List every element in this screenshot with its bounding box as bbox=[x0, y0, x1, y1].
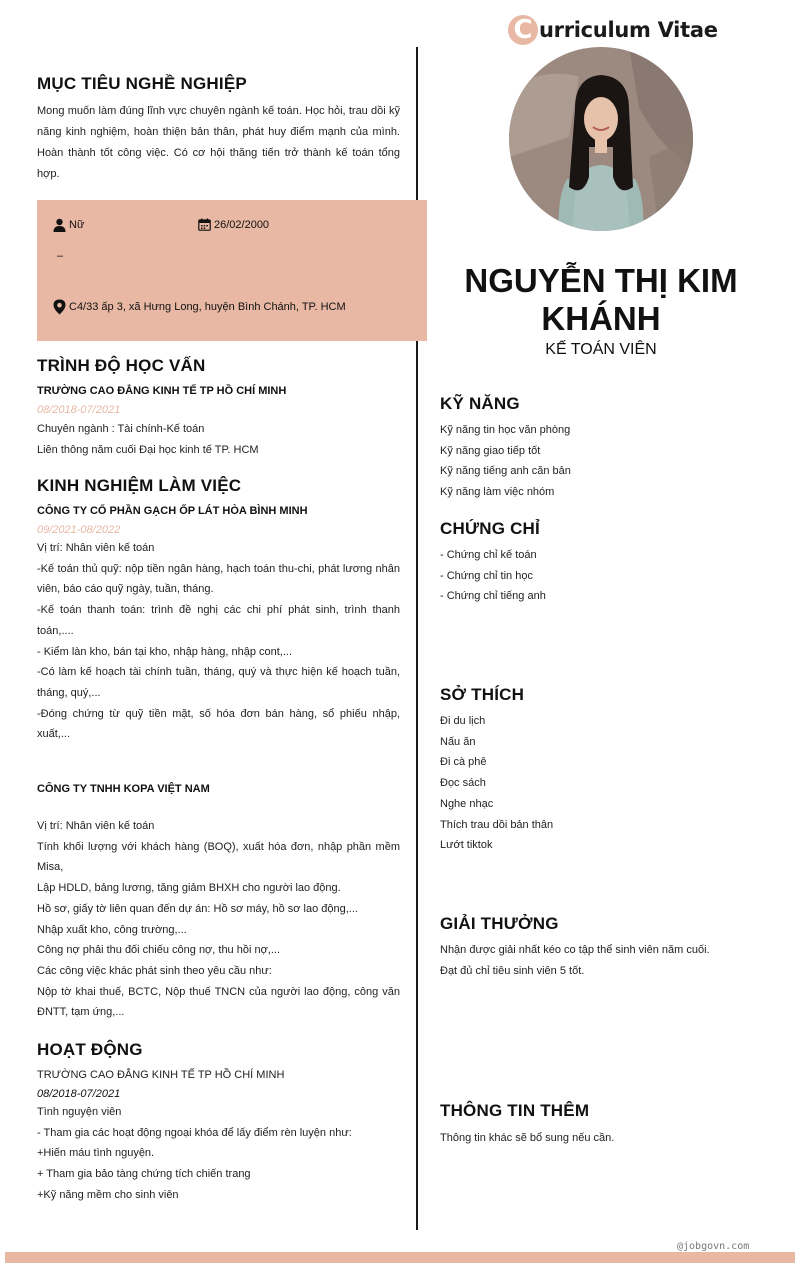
personal-info-box bbox=[37, 200, 427, 341]
logo-letter: C bbox=[508, 15, 538, 45]
phone-item bbox=[57, 250, 63, 262]
education-period: 08/2018-07/2021 bbox=[37, 404, 121, 416]
job-company: CÔNG TY TNHH KOPA VIỆT NAM bbox=[37, 783, 210, 795]
job-duty: Các công việc khác phát sinh theo yêu cầu như: bbox=[37, 964, 272, 977]
awards-heading: GIẢI THƯỞNG bbox=[440, 914, 559, 933]
job-duty: Vị trí: Nhân viên kế toán bbox=[37, 820, 155, 832]
activity-item: +Hiến máu tình nguyện. bbox=[37, 1147, 155, 1160]
objective-text: Mong muốn làm đúng lĩnh vực chuyên ngành kế toán. Học hỏi, trau dồi kỹ năng kinh nghiệm, hoàn thiện bản thân, phát huy điểm mạnh của mình. Hoàn thành tốt công việc. Có cơ hội thăng tiến trở thành kế toán tổng hợp. bbox=[37, 105, 400, 180]
candidate-name: NGUYỄN THỊ KIM KHÁNH bbox=[464, 262, 738, 337]
job-duty: Lập HDLD, bảng lương, tăng giảm BHXH cho người lao động. bbox=[37, 882, 341, 895]
hobby-item: Thích trau dồi bản thân bbox=[440, 818, 554, 831]
hobbies-list bbox=[440, 711, 553, 856]
location-pin-icon bbox=[53, 299, 66, 315]
person-icon bbox=[53, 218, 66, 232]
gender-value: Nữ bbox=[69, 219, 85, 231]
job-company: CÔNG TY CỔ PHẦN GẠCH ỐP LÁT HÒA BÌNH MINH bbox=[37, 505, 308, 517]
activity-item: + Tham gia bảo tàng chứng tích chiến trang bbox=[37, 1168, 251, 1181]
more-info-text: Thông tin khác sẽ bổ sung nếu cần. bbox=[440, 1132, 615, 1144]
birthdate-value: 26/02/2000 bbox=[214, 218, 270, 231]
skills-list bbox=[440, 420, 571, 503]
certificate-item: - Chứng chỉ tin học bbox=[440, 569, 533, 582]
skills-heading: KỸ NĂNG bbox=[440, 394, 520, 413]
hobbies-heading: SỞ THÍCH bbox=[440, 685, 525, 704]
hobby-item: Lướt tiktok bbox=[440, 839, 493, 852]
activities-org: TRƯỜNG CAO ĐẲNG KINH TẾ TP HỒ CHÍ MINH bbox=[37, 1069, 285, 1081]
more-info-heading: THÔNG TIN THÊM bbox=[440, 1101, 590, 1120]
hobby-item: Nấu ăn bbox=[440, 735, 476, 748]
job-duty: Nhập xuất kho, công trường,... bbox=[37, 923, 187, 936]
job-duty: Hồ sơ, giấy tờ liên quan đến dự án: Hồ sơ máy, hồ sơ lao động,... bbox=[37, 902, 358, 915]
activities-list bbox=[37, 1102, 352, 1206]
job-duty: - Kiểm làn kho, bán tại kho, nhập hàng, nhập cont,... bbox=[37, 645, 293, 658]
gender-item bbox=[53, 218, 84, 232]
watermark: @jobgovn.com bbox=[677, 1241, 750, 1252]
award-item: Nhận được giải nhất kéo co tập thể sinh viên năm cuối. bbox=[440, 944, 710, 956]
activity-item: - Tham gia các hoạt động ngoại khóa để lấy điểm rèn luyện như: bbox=[37, 1126, 352, 1139]
activities-period: 08/2018-07/2021 bbox=[37, 1088, 121, 1100]
hobby-item: Nghe nhạc bbox=[440, 797, 494, 810]
job-duty: -Đóng chứng từ quỹ tiền mặt, số hóa đơn bán hàng, sổ phiếu nhập, xuất,... bbox=[37, 707, 400, 741]
job-duties bbox=[37, 816, 400, 1023]
job-duty: Tính khối lượng với khách hàng (BOQ), xuất hóa đơn, nhập phần mềm Misa, bbox=[37, 840, 400, 874]
education-school: TRƯỜNG CAO ĐẲNG KINH TẾ TP HỒ CHÍ MINH bbox=[37, 385, 287, 397]
award-item: Đạt đủ chỉ tiêu sinh viên 5 tốt. bbox=[440, 964, 585, 977]
hobby-item: Đọc sách bbox=[440, 777, 486, 790]
certificate-item: - Chứng chỉ tiếng anh bbox=[440, 590, 546, 603]
certificates-list bbox=[440, 545, 546, 607]
job-duties bbox=[37, 538, 400, 745]
job-duty: Nộp tờ khai thuế, BCTC, Nộp thuế TNCN của người lao động, công văn ĐNTT, tạm ứng,... bbox=[37, 985, 400, 1019]
education-heading: TRÌNH ĐỘ HỌC VẤN bbox=[37, 356, 206, 375]
skill-item: Kỹ năng giao tiếp tốt bbox=[440, 444, 541, 457]
education-line: Chuyên ngành : Tài chính-Kế toán bbox=[37, 423, 205, 435]
job-duty: Công nợ phải thu đối chiếu công nợ, thu hồi nợ,... bbox=[37, 944, 281, 957]
address-item bbox=[53, 299, 346, 315]
skill-item: Kỹ năng làm việc nhóm bbox=[440, 486, 555, 499]
profile-photo bbox=[509, 47, 693, 231]
calendar-icon bbox=[198, 218, 211, 231]
address-value: C4/33 ấp 3, xã Hưng Long, huyện Bình Chánh, TP. HCM bbox=[69, 301, 346, 313]
job-duty: Vị trí: Nhân viên kế toán bbox=[37, 542, 155, 554]
job-period: 09/2021-08/2022 bbox=[37, 524, 121, 536]
job-title: KẾ TOÁN VIÊN bbox=[545, 341, 657, 358]
job-duty: -Có làm kế hoạch tài chính tuần, tháng, quý và thực hiện kế hoạch tuần, tháng, quý,... bbox=[37, 666, 400, 699]
activity-item: Tình nguyện viên bbox=[37, 1106, 122, 1118]
phone-value: – bbox=[57, 250, 64, 262]
skill-item: Kỹ năng tiếng anh căn bản bbox=[440, 465, 571, 478]
activities-heading: HOẠT ĐỘNG bbox=[37, 1040, 143, 1059]
cv-logo bbox=[508, 14, 718, 46]
birthdate-item bbox=[198, 218, 269, 231]
experience-heading: KINH NGHIỆM LÀM VIỆC bbox=[37, 476, 242, 495]
activity-item: +Kỹ năng mềm cho sinh viên bbox=[37, 1188, 179, 1201]
education-line: Liên thông năm cuối Đại học kinh tế TP. HCM bbox=[37, 444, 259, 456]
awards-list bbox=[440, 940, 710, 981]
job-duty: -Kế toán thủ quỹ: nộp tiền ngân hàng, hạch toán thu-chi, phát lương nhân viên, báo cáo quỹ ngày, tuần, tháng. bbox=[37, 562, 400, 596]
certificates-heading: CHỨNG CHỈ bbox=[440, 519, 540, 538]
certificate-item: - Chứng chỉ kế toán bbox=[440, 549, 537, 561]
logo-text: urriculum Vitae bbox=[539, 18, 718, 42]
job-duty: -Kế toán thanh toán: trình đề nghị các chi phí phát sinh, trình thanh toán,.... bbox=[37, 604, 400, 637]
objective-heading: MỤC TIÊU NGHỀ NGHIỆP bbox=[37, 74, 247, 93]
hobby-item: Đi du lịch bbox=[440, 715, 486, 727]
skill-item: Kỹ năng tin học văn phòng bbox=[440, 424, 571, 436]
footer-bar bbox=[5, 1252, 795, 1263]
hobby-item: Đi cà phê bbox=[440, 756, 487, 769]
